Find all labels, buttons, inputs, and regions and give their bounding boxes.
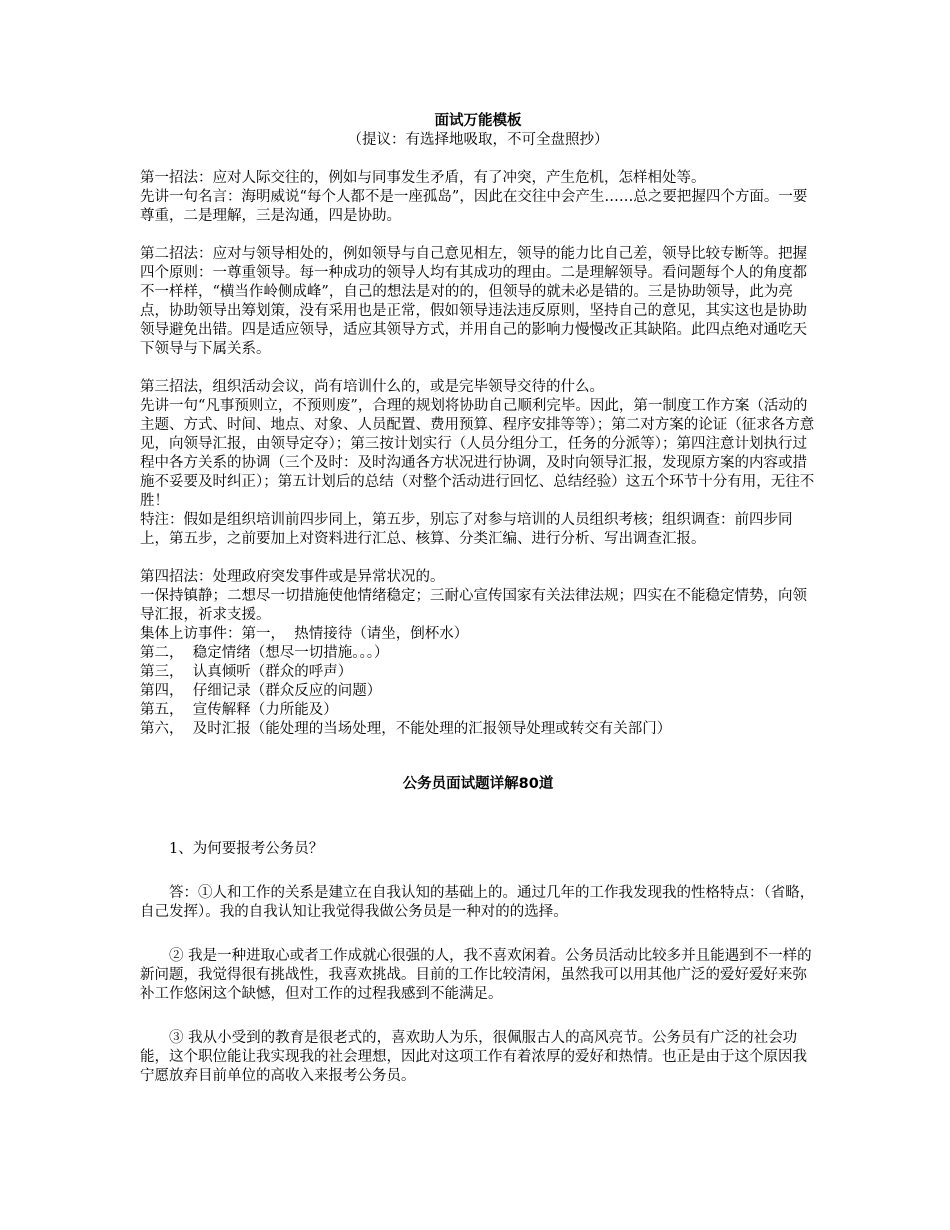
document-page [140,112,816,1086]
method2-body: 第二招法：应对与领导相处的，例如领导与自己意见相左，领导的能力比自己差，领导比较专断等。把握四个原则：一尊重领导。每一种成功的领导人均有其成功的理由。二是理解领导。看问题每个人的角度都不一样样，“横当作岭侧成峰”，自己的想法是对的的，但领导的就未必是错的。三是协助领导，此为亮点，协助领导出筹划策，没有采用也是正常，假如领导违法违反原则，坚持自己的意见，其实这也是协助领导避免出错。四是适应领导，适应其领导方式，并用自己的影响力慢慢改正其缺陷。此四点绝对通吃天下领导与下属关系。 [140,246,807,357]
spacer [140,922,816,947]
answer-paragraph: ③ 我从小受到的教育是很老式的，喜欢助人为乐，很佩服古人的高风亮节。公务员有广泛的社会功能，这个职位能让我实现我的社会理想，因此对这项工作有着浓厚的爱好和热情。也正是由于这个原因我宁愿放弃目前单位的高收入来报考公务员。 [140,1030,807,1084]
method3-heading: 第三招法，组织活动会议，尚有培训什么的，或是完毕领导交待的什么。 [140,379,604,395]
method4-list-item: 第四， 仔细记录（群众反应的问题） [140,683,382,699]
method1-heading: 第一招法：应对人际交往的，例如与同事发生矛盾，有了冲突，产生危机，怎样相处等。 [140,170,706,186]
method3-body: 先讲一句“凡事预则立，不预则废”，合理的规划将协助自己顺利完毕。因此，第一制度工作方案（活动的主题、方式、时间、地点、对象、人员配置、费用预算、程序安排等等）；第二对方案的论证（征求各方意见，向领导汇报，由领导定夺）；第三按计划实行（人员分组分工，任务的分派等）；第四注意计划执行过程中各方关系的协调（三个及时：及时沟通各方状况进行协调，及时向领导汇报，发现原方案的内容或措施不妥要及时纠正）；第五计划后的总结（对整个活动进行回忆、总结经验）这五个环节十分有用，无往不胜！ [140,398,815,509]
spacer [140,359,816,378]
method4-list-item: 第二， 稳定情绪（想尽一切措施。。。） [140,645,389,661]
method4-list-item: 第六， 及时汇报（能处理的当场处理，不能处理的汇报领导处理或转交有关部门） [140,721,672,737]
method4-list-item: 集体上访事件：第一， 热情接待（请坐，倒杯水） [140,626,469,642]
answer-paragraph: ② 我是一种进取心或者工作成就心很强的人，我不喜欢闲着。公务员活动比较多并且能遇到不一样的新问题，我觉得很有挑战性，我喜欢挑战。目前的工作比较清闲，虽然我可以用其他广泛的爱好爱好来弥补工作悠闲这个缺憾，但对工作的过程我感到不能满足。 [140,948,812,1002]
spacer [140,1004,816,1029]
method4-list-item: 第五， 宣传解释（力所能及） [140,702,338,718]
method4-body: 一保持镇静；二想尽一切措施使他情绪稳定；三耐心宣传国家有关法律法规；四实在不能稳定情势，向领导汇报，祈求支援。 [140,588,807,623]
spacer [140,226,816,245]
doc-subtitle: （提议：有选择地吸取，不可全盘照抄） [347,132,609,148]
method4-heading: 第四招法：处理政府突发事件或是异常状况的。 [140,569,445,585]
spacer [140,859,816,884]
method3-note: 特注：假如是组织培训前四步同上，第五步，别忘了对参与培训的人员组织考核；组织调查：前四步同上，第五步，之前要加上对资料进行汇总、核算、分类汇编、进行分析、写出调查汇报。 [140,512,793,547]
answer-paragraph: 答：①人和工作的关系是建立在自我认知的基础上的。通过几年的工作我发现我的性格特点：（省略，自己发挥）。我的自我认知让我觉得我做公务员是一种对的的选择。 [140,885,815,920]
doc-title: 面试万能模板 [434,113,522,129]
section2-title: 公务员面试题详解80道 [402,776,554,792]
method4-list-item: 第三， 认真倾听（群众的呼声） [140,664,353,680]
spacer [140,549,816,568]
method1-body: 先讲一句名言：海明威说“每个人都不是一座孤岛”，因此在交往中会产生……总之要把握四个方面。一要尊重，二是理解，三是沟通，四是协助。 [140,189,808,224]
question-1: 1、为何要报考公务员？ [169,841,324,857]
